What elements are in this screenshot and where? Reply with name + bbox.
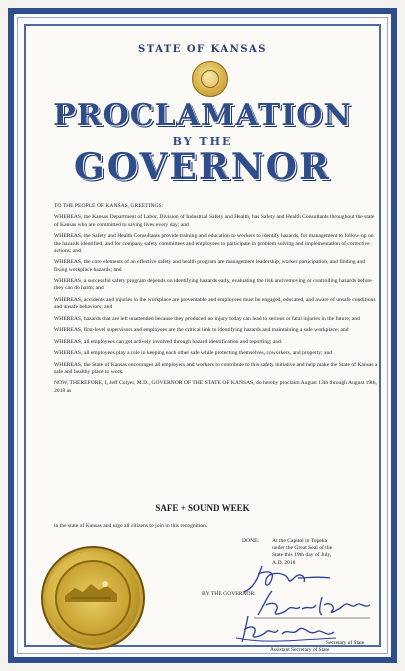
proclamation-title: PROCLAMATION — [53, 98, 352, 133]
week-title: SAFE + SOUND WEEK — [155, 503, 250, 513]
whereas-clause: WHEREAS, the State of Kansas encourages all employers and workers to contribute to this safety initiative and help make the State of Kansas a safe and healthy place to work. — [54, 361, 378, 375]
done-line: under the Great Seal of the — [272, 545, 333, 552]
assistant-secretary-label: Assistant Secretary of State — [270, 647, 330, 653]
whereas-clause: WHEREAS, the core elements of an effective safety and health program are management leadership, worker participation, and finding and fixing workplace hazards; and — [54, 259, 366, 273]
done-label: DONE: — [242, 538, 260, 544]
done-line: A.D. 2018 — [272, 559, 296, 566]
done-line: State this 19th day of July, — [272, 552, 332, 559]
governor-title: GOVERNOR — [74, 146, 331, 188]
whereas-clause: WHEREAS, the Safety and Health Consultants provide training and education to workers to identify hazards, for management to follow-up on the hazards identified, and for company safety committees and employees to participate in problem solving and implementation of corrective actions; and — [54, 233, 374, 254]
whereas-clause: WHEREAS, a successful safety program depends on identifying hazards early, evaluating the risk and removing or controlling hazards before they can do harm; and — [54, 278, 372, 292]
done-line: At the Capitol in Topeka — [272, 538, 328, 544]
seal-landscape-icon — [65, 578, 117, 602]
proclamation-body — [54, 203, 379, 399]
therefore-clause: NOW, THEREFORE, I, Jeff Colyer, M.D., GOVERNOR OF THE STATE OF KANSAS, do hereby proclaim August 13th through August 19th, 2018 as — [54, 380, 377, 394]
whereas-clause: WHEREAS, first-level supervisors and employees are the critical link to identifying hazards and maintaining a safe workplace; and — [54, 327, 349, 334]
whereas-clause: WHEREAS, the Kansas Department of Labor, Division of Industrial Safety and Health, has Safety and Health Consultants throughout the state of Kansas who are committed to saving lives every day; and — [54, 214, 375, 228]
by-the-governor-label: BY THE GOVERNOR: — [202, 591, 256, 597]
whereas-clause: WHEREAS, accidents and injuries in the workplace are preventable and employees must be engaged, educated, and aware of unsafe conditions and unsafe behaviors; and — [54, 296, 376, 311]
whereas-clause: WHEREAS, all employees can get actively involved through hazard identification and reporting; and — [54, 338, 281, 345]
secretary-of-state-label: Secretary of State — [326, 640, 365, 646]
proclamation-document — [8, 8, 397, 663]
state-header: STATE OF KANSAS — [137, 44, 268, 55]
recognition-text: in the state of Kansas and urge all citizens to join in this recognition. — [54, 523, 208, 529]
great-seal-icon — [41, 546, 145, 650]
small-seal-icon — [192, 61, 228, 97]
whereas-clause: WHEREAS, all employees play a role in keeping each other safe while protecting themselves, coworkers, and property; and — [54, 350, 333, 357]
salutation: TO THE PEOPLE OF KANSAS, GREETINGS: — [54, 203, 164, 209]
by-the-label: BY THE — [172, 135, 233, 148]
whereas-clause: WHEREAS, hazards that are left unattended because they produced no injury today can lead to serious or fatal injuries in the future; and — [54, 315, 360, 322]
assistant-signature-icon — [226, 614, 356, 646]
